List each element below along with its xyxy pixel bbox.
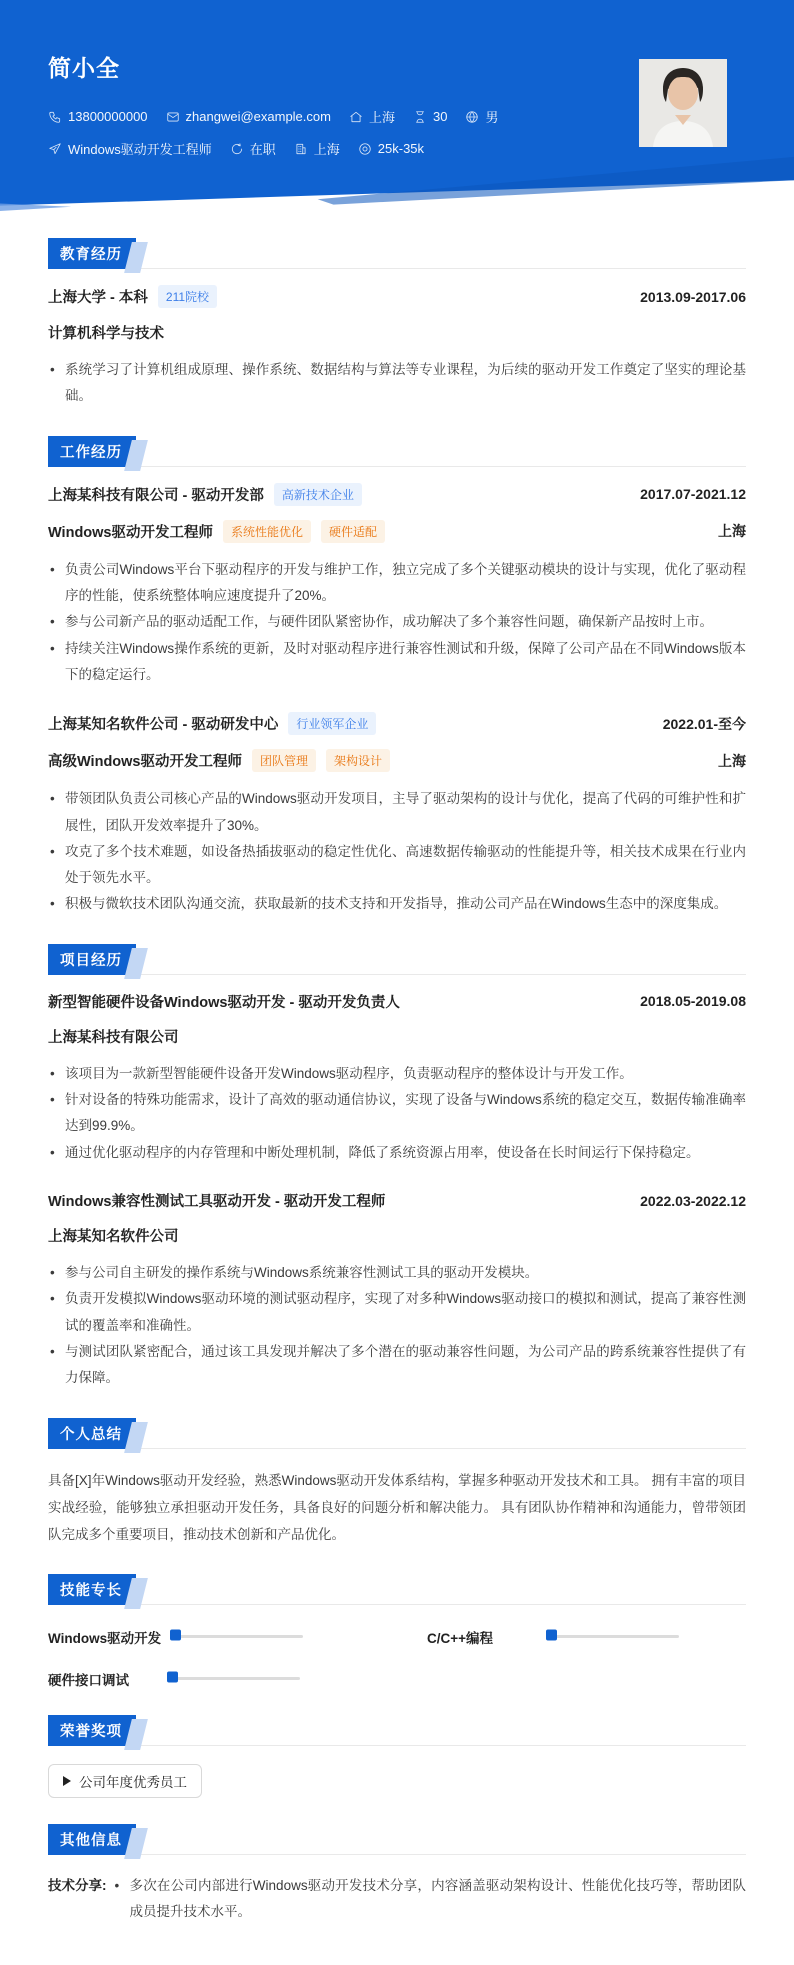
bullet-item: • 系统学习了计算机组成原理、操作系统、数据结构与算法等专业课程，为后续的驱动开发工作奠定了坚实的理论基础。 <box>48 357 746 410</box>
salary-icon <box>358 142 372 156</box>
major-name: 计算机科学与技术 <box>48 326 164 342</box>
other-bullets <box>113 1873 747 1926</box>
company-tag: 高新技术企业 <box>274 483 362 506</box>
bullet-item: • 参与公司新产品的驱动适配工作，与硬件团队紧密协作，成功解决了多个兼容性问题，确保新产品按时上市。 <box>48 609 746 635</box>
portrait-placeholder <box>639 59 727 147</box>
summary-paragraph: 具备[X]年Windows驱动开发经验，熟悉Windows驱动开发体系结构，掌握多种驱动开发技术和工具。 拥有丰富的项目实战经验，能够独立承担驱动开发任务，具备良好的问题分析和解决能力。 具有团队协作精神和沟通能力，曾带领团队完成多个重要项目，推动技术创新和产品优化。 <box>48 1472 746 1542</box>
section-title-text: 其他信息 <box>60 1832 122 1849</box>
salary-value: 25k-35k <box>377 141 425 156</box>
role-tag: 团队管理 <box>252 749 316 772</box>
skill-label: 硬件接口调试 <box>48 1672 129 1688</box>
skill-slider[interactable] <box>175 1635 303 1638</box>
section-title-text: 个人总结 <box>60 1426 122 1443</box>
section-title-text: 教育经历 <box>60 247 122 263</box>
skill-slider[interactable] <box>551 1635 679 1638</box>
section-title-other <box>48 1824 136 1855</box>
section-title-summary <box>48 1418 136 1449</box>
section-title-text: 荣誉奖项 <box>60 1723 122 1740</box>
contact-row-2 <box>48 139 498 158</box>
work-date: 2022.01-至今 <box>662 715 746 732</box>
project-bullets <box>48 1260 746 1392</box>
school-tag: 211院校 <box>158 285 217 308</box>
phone-icon <box>48 110 62 124</box>
candidate-name: 简小全 <box>48 55 120 81</box>
project-entry-1 <box>48 991 746 1166</box>
age-value: 30 <box>432 109 448 124</box>
education-entry <box>48 285 746 410</box>
section-divider <box>48 974 746 975</box>
home-icon <box>349 110 363 124</box>
bullet-item: • 通过优化驱动程序的内存管理和中断处理机制，降低了系统资源占用率，使设备在长时间运行下保持稳定。 <box>48 1140 746 1166</box>
skill-slider[interactable] <box>172 1677 300 1680</box>
section-header-skills <box>48 1574 746 1605</box>
contact-salary <box>358 141 424 156</box>
slider-handle[interactable] <box>167 1672 178 1683</box>
bullet-item: • 该项目为一款新型智能硬件设备开发Windows驱动程序，负责驱动程序的整体设计与开发工作。 <box>48 1061 746 1087</box>
project-company: 上海某科技有限公司 <box>48 1029 179 1046</box>
role-tag: 架构设计 <box>326 749 390 772</box>
section-divider <box>48 268 746 269</box>
section-divider <box>48 1448 746 1449</box>
contact-work-city <box>294 139 340 158</box>
age-icon <box>413 110 427 124</box>
role-tag: 系统性能优化 <box>223 520 311 543</box>
status-value: 在职 <box>249 142 276 157</box>
education-bullets <box>48 357 746 410</box>
other-info-row <box>48 1873 746 1926</box>
section-divider <box>48 1854 746 1855</box>
section-header-summary <box>48 1418 746 1449</box>
skill-windows-driver <box>48 1627 367 1647</box>
bullet-item: • 积极与微软技术团队沟通交流，获取最新的技术支持和开发指导，推动公司产品在Windows生态中的深度集成。 <box>48 891 746 917</box>
work-entry-2 <box>48 712 746 918</box>
work-bullets <box>48 557 746 689</box>
section-header-work <box>48 436 746 467</box>
bullet-item: • 针对设备的特殊功能需求，设计了高效的驱动通信协议，实现了设备与Windows系统的稳定交互，数据传输准确率达到99.9%。 <box>48 1087 746 1140</box>
profile-photo <box>639 59 727 147</box>
email-address: zhangwei@example.com <box>185 109 331 124</box>
contact-phone <box>48 109 148 124</box>
project-name: Windows兼容性测试工具驱动开发 - 驱动开发工程师 <box>48 1194 386 1210</box>
role-name: Windows驱动开发工程师 <box>48 524 214 541</box>
skills-grid <box>48 1627 746 1689</box>
contact-age <box>413 109 447 124</box>
section-header-education <box>48 238 746 269</box>
section-title-honors <box>48 1715 136 1746</box>
section-title-projects <box>48 944 136 975</box>
play-icon <box>63 1776 71 1786</box>
section-header-other <box>48 1824 746 1855</box>
section-title-text: 项目经历 <box>60 952 122 969</box>
honors-list <box>48 1764 746 1798</box>
section-title-work <box>48 436 136 467</box>
education-date: 2013.09-2017.06 <box>640 288 746 305</box>
bullet-item: • 持续关注Windows操作系统的更新，及时对驱动程序进行兼容性测试和升级，保障了公司产品在不同Windows版本下的稳定运行。 <box>48 636 746 689</box>
contact-email <box>166 109 331 124</box>
skill-c-cpp <box>427 1627 746 1647</box>
honor-chip[interactable] <box>48 1764 202 1798</box>
resume-header <box>0 0 794 212</box>
status-icon <box>230 142 244 156</box>
contact-job-title <box>48 139 212 158</box>
bullet-item: • 参与公司自主研发的操作系统与Windows系统兼容性测试工具的驱动开发模块。 <box>48 1260 746 1286</box>
gender-value: 男 <box>485 110 499 125</box>
project-date: 2022.03-2022.12 <box>640 1192 746 1209</box>
career-icon <box>48 142 62 156</box>
honor-label: 公司年度优秀员工 <box>79 1774 187 1790</box>
contact-status <box>230 139 276 158</box>
contact-gender <box>465 107 498 126</box>
contact-row-1 <box>48 107 498 126</box>
work-bullets <box>48 786 746 918</box>
section-header-honors <box>48 1715 746 1746</box>
company-tag: 行业领军企业 <box>288 712 376 735</box>
job-title-value: Windows驱动开发工程师 <box>68 142 212 157</box>
slider-handle[interactable] <box>170 1630 181 1641</box>
work-city-value: 上海 <box>313 142 340 157</box>
skill-label: C/C++编程 <box>427 1630 494 1646</box>
section-divider <box>48 1745 746 1746</box>
bullet-item: • 与测试团队紧密配合，通过该工具发现并解决了多个潜在的驱动兼容性问题，为公司产品的跨系统兼容性提供了有力保障。 <box>48 1339 746 1392</box>
skill-label: Windows驱动开发 <box>48 1630 162 1646</box>
section-header-projects <box>48 944 746 975</box>
bullet-item: • 负责开发模拟Windows驱动环境的测试驱动程序，实现了对多种Windows驱动接口的模拟和测试，提高了兼容性测试的覆盖率和准确性。 <box>48 1286 746 1339</box>
section-divider <box>48 1604 746 1605</box>
phone-number: 13800000000 <box>68 109 148 124</box>
role-name: 高级Windows驱动开发工程师 <box>48 754 243 771</box>
work-entry-1 <box>48 483 746 689</box>
city-value: 上海 <box>368 110 395 125</box>
section-title-text: 工作经历 <box>60 444 122 461</box>
company-name: 上海某科技有限公司 - 驱动开发部 <box>48 487 264 504</box>
bullet-item: • 负责公司Windows平台下驱动程序的开发与维护工作，独立完成了多个关键驱动模块的设计与实现，优化了驱动程序的性能，使系统整体响应速度提升了20%。 <box>48 557 746 610</box>
resume-body <box>0 238 794 1965</box>
project-date: 2018.05-2019.08 <box>640 993 746 1010</box>
building-icon <box>294 142 308 156</box>
section-title-skills <box>48 1574 136 1605</box>
project-entry-2 <box>48 1190 746 1392</box>
bullet-item: • 带领团队负责公司核心产品的Windows驱动开发项目，主导了驱动架构的设计与优化，提高了代码的可维护性和扩展性，团队开发效率提升了30%。 <box>48 786 746 839</box>
skill-hardware-debug <box>48 1669 367 1689</box>
section-title-text: 技能专长 <box>60 1582 122 1599</box>
work-location: 上海 <box>718 523 746 540</box>
bullet-item: • 攻克了多个技术难题，如设备热插拔驱动的稳定性优化、高速数据传输驱动的性能提升等，相关技术成果在行业内处于领先水平。 <box>48 839 746 892</box>
role-tag: 硬件适配 <box>321 520 385 543</box>
company-name: 上海某知名软件公司 - 驱动研发中心 <box>48 717 279 734</box>
other-label: 技术分享: <box>48 1877 107 1893</box>
gender-icon <box>465 110 479 124</box>
section-divider <box>48 466 746 467</box>
school-name: 上海大学 - 本科 <box>48 290 148 306</box>
project-name: 新型智能硬件设备Windows驱动开发 - 驱动开发负责人 <box>48 994 400 1011</box>
contact-city <box>349 107 395 126</box>
section-title-education <box>48 238 136 269</box>
slider-handle[interactable] <box>546 1630 557 1641</box>
project-bullets <box>48 1061 746 1166</box>
work-date: 2017.07-2021.12 <box>640 486 746 503</box>
bullet-item: • 多次在公司内部进行Windows驱动开发技术分享，内容涵盖驱动架构设计、性能优化技巧等，帮助团队成员提升技术水平。 <box>113 1873 747 1926</box>
project-company: 上海某知名软件公司 <box>48 1229 179 1245</box>
work-location: 上海 <box>718 752 746 769</box>
mail-icon <box>166 110 180 124</box>
